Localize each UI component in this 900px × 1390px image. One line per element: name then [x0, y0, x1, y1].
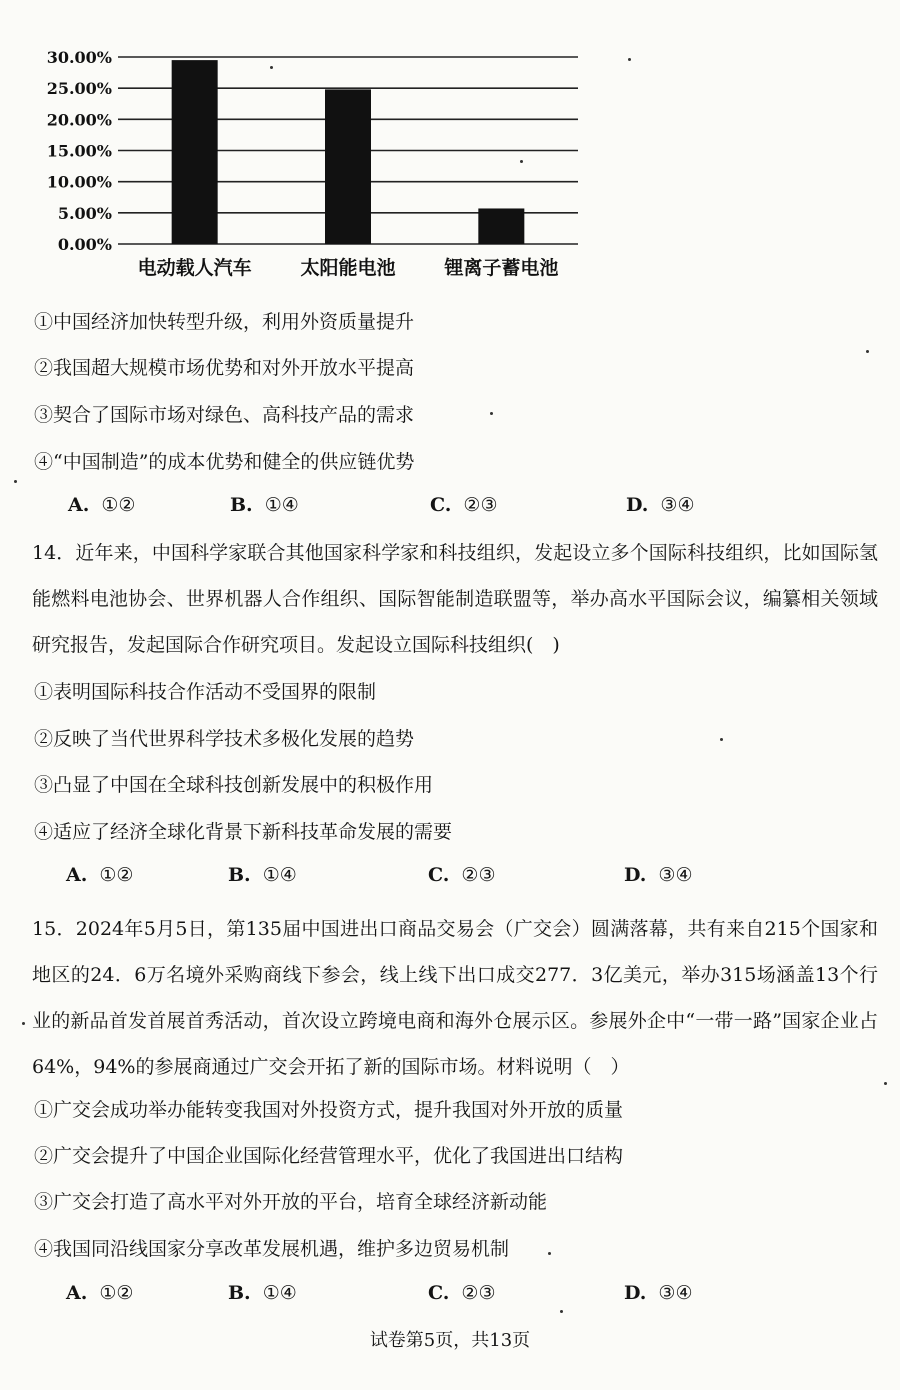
x-category-label: 锂离子蓄电池: [444, 257, 559, 279]
q13-statement-3: ③契合了国际市场对绿色、高科技产品的需求: [34, 404, 415, 426]
q13-option-a[interactable]: A. ①②: [68, 494, 136, 516]
q15-option-a[interactable]: A. ①②: [66, 1282, 134, 1304]
q13-statement-2: ②我国超大规模市场优势和对外开放水平提高: [34, 357, 415, 379]
q13-option-c[interactable]: C. ②③: [430, 494, 498, 516]
scan-speck: [14, 480, 17, 483]
q14-options: [0, 864, 900, 892]
scan-speck: [560, 1310, 563, 1313]
q13-option-d[interactable]: D. ③④: [626, 494, 695, 516]
q14-stem: 14．近年来，中国科学家联合其他国家科学家和科技组织，发起设立多个国际科技组织，比如国际氢能燃料电池协会、世界机器人合作组织、国际智能制造联盟等，举办高水平国际会议，编纂相关领域研究报告，发起国际合作研究项目。发起设立国际科技组织( ): [32, 542, 878, 656]
q14-statement-2: ②反映了当代世界科学技术多极化发展的趋势: [34, 728, 415, 750]
scan-speck: [490, 412, 493, 415]
q15-options: [0, 1282, 900, 1310]
scan-speck: [520, 160, 523, 163]
q13-option-b[interactable]: B. ①④: [230, 494, 299, 516]
q15-statement-1: ①广交会成功举办能转变我国对外投资方式，提升我国对外开放的质量: [34, 1099, 624, 1121]
q14-statement-1: ①表明国际科技合作活动不受国界的限制: [34, 681, 377, 703]
q14-statement-4: ④适应了经济全球化背景下新科技革命发展的需要: [34, 821, 453, 843]
scan-speck: [270, 66, 273, 69]
q15-option-c[interactable]: C. ②③: [428, 1282, 496, 1304]
q13-statement-1: ①中国经济加快转型升级，利用外资质量提升: [34, 311, 415, 333]
q14-option-b[interactable]: B. ①④: [228, 864, 297, 886]
y-tick-label: 0.00%: [57, 235, 112, 254]
q15-option-d[interactable]: D. ③④: [624, 1282, 693, 1304]
page-footer: 试卷第5页，共13页: [369, 1330, 531, 1351]
y-tick-label: 25.00%: [46, 79, 112, 99]
scan-speck: [548, 1252, 551, 1255]
bar: [478, 208, 524, 244]
q14-option-a[interactable]: A. ①②: [66, 864, 134, 886]
q15-stem: 15．2024年5月5日，第135届中国进出口商品交易会（广交会）圆满落幕，共有来自215个国家和地区的24．6万名境外采购商线下参会，线上线下出口成交277．3亿美元，举办315场涵盖13个行业的新品首发首展首秀活动，首次设立跨境电商和海外仓展示区。参展外企中“一带一路”国家企业占64%，94%的参展商通过广交会开拓了新的国际市场。材料说明（ ）: [32, 918, 878, 1078]
q15-statement-2: ②广交会提升了中国企业国际化经营管理水平，优化了我国进出口结构: [34, 1145, 624, 1167]
scan-speck: [628, 58, 631, 61]
bar-chart: [30, 36, 610, 286]
scan-speck: [866, 350, 869, 353]
y-tick-label: 5.00%: [57, 203, 112, 223]
y-tick-label: 20.00%: [46, 110, 112, 130]
scan-speck: [22, 1022, 25, 1025]
q14-option-c[interactable]: C. ②③: [428, 864, 496, 886]
scan-speck: [720, 738, 723, 741]
scan-speck: [884, 1082, 887, 1085]
bar: [325, 89, 371, 244]
bar: [172, 60, 218, 244]
y-tick-label: 10.00%: [46, 172, 112, 192]
q13-statement-4: ④“中国制造”的成本优势和健全的供应链优势: [34, 451, 415, 473]
q14-option-d[interactable]: D. ③④: [624, 864, 693, 886]
y-tick-label: 30.00%: [46, 48, 112, 67]
y-tick-label: 15.00%: [46, 141, 112, 161]
x-category-label: 太阳能电池: [300, 257, 396, 279]
q14-statement-3: ③凸显了中国在全球科技创新发展中的积极作用: [34, 774, 434, 796]
q15-statement-3: ③广交会打造了高水平对外开放的平台，培育全球经济新动能: [34, 1191, 548, 1213]
x-category-label: 电动载人汽车: [137, 257, 252, 279]
q13-options: [0, 494, 900, 522]
q15-option-b[interactable]: B. ①④: [228, 1282, 297, 1304]
q15-statement-4: ④我国同沿线国家分享改革发展机遇，维护多边贸易机制: [34, 1238, 510, 1260]
